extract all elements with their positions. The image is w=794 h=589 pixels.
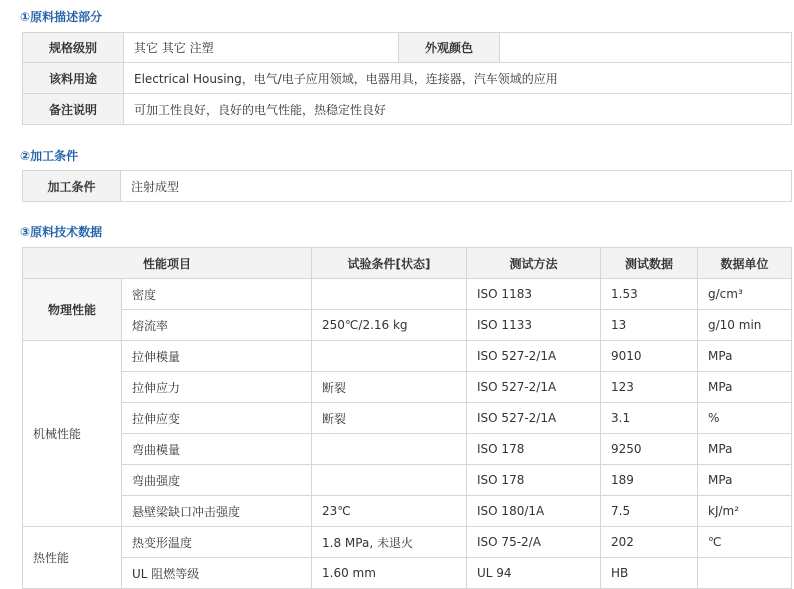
- value-cell: 1.53: [601, 279, 698, 310]
- use-row: [23, 63, 792, 94]
- condition-cell: [312, 434, 467, 465]
- note-value: 可加工性良好，良好的电气性能，热稳定性良好: [124, 94, 792, 125]
- condition-cell: 250℃/2.16 kg: [312, 310, 467, 341]
- method-cell: ISO 1183: [467, 279, 601, 310]
- unit-cell: %: [698, 403, 792, 434]
- color-label: 外观颜色: [399, 33, 500, 63]
- item-cell: 熔流率: [122, 310, 312, 341]
- processing-value: 注射成型: [121, 171, 792, 202]
- header-method: 测试方法: [467, 248, 601, 279]
- condition-cell: [312, 341, 467, 372]
- processing-table: [22, 170, 792, 202]
- use-value: Electrical Housing，电气/电子应用领域，电器用具，连接器，汽车领域的应用: [124, 63, 792, 94]
- condition-cell: 断裂: [312, 403, 467, 434]
- value-cell: 123: [601, 372, 698, 403]
- condition-cell: [312, 465, 467, 496]
- table-row: [23, 310, 792, 341]
- item-cell: 拉伸模量: [122, 341, 312, 372]
- note-label: 备注说明: [23, 94, 124, 125]
- item-cell: 热变形温度: [122, 527, 312, 558]
- section-title-tech-data: ③原料技术数据: [20, 225, 103, 239]
- value-cell: 13: [601, 310, 698, 341]
- value-cell: 7.5: [601, 496, 698, 527]
- item-cell: 密度: [122, 279, 312, 310]
- item-cell: UL 阻燃等级: [122, 558, 312, 589]
- condition-cell: [312, 279, 467, 310]
- condition-cell: 23℃: [312, 496, 467, 527]
- use-label: 该料用途: [23, 63, 124, 94]
- condition-cell: 断裂: [312, 372, 467, 403]
- spec-row: [23, 33, 792, 63]
- header-unit: 数据单位: [698, 248, 792, 279]
- tech-header-row: [23, 248, 792, 279]
- item-cell: 拉伸应力: [122, 372, 312, 403]
- value-cell: 3.1: [601, 403, 698, 434]
- table-row: [23, 279, 792, 310]
- condition-cell: 1.60 mm: [312, 558, 467, 589]
- header-property: 性能项目: [23, 248, 312, 279]
- table-row: [23, 527, 792, 558]
- value-cell: 9010: [601, 341, 698, 372]
- item-cell: 弯曲强度: [122, 465, 312, 496]
- unit-cell: [698, 558, 792, 589]
- unit-cell: MPa: [698, 465, 792, 496]
- unit-cell: kJ/m²: [698, 496, 792, 527]
- method-cell: ISO 1133: [467, 310, 601, 341]
- method-cell: ISO 75-2/A: [467, 527, 601, 558]
- spec-value: 其它 其它 注塑: [124, 33, 399, 63]
- method-cell: ISO 178: [467, 434, 601, 465]
- table-row: [23, 465, 792, 496]
- group-thermal: 热性能: [23, 527, 122, 589]
- group-physical: 物理性能: [23, 279, 122, 341]
- table-row: [23, 558, 792, 589]
- condition-cell: 1.8 MPa, 未退火: [312, 527, 467, 558]
- unit-cell: MPa: [698, 434, 792, 465]
- value-cell: 9250: [601, 434, 698, 465]
- group-mechanical: 机械性能: [23, 341, 122, 527]
- method-cell: UL 94: [467, 558, 601, 589]
- header-value: 测试数据: [601, 248, 698, 279]
- note-row: [23, 94, 792, 125]
- method-cell: ISO 178: [467, 465, 601, 496]
- section-title-description: ①原料描述部分: [20, 10, 103, 24]
- description-table: [22, 32, 792, 125]
- table-row: [23, 434, 792, 465]
- processing-label: 加工条件: [23, 171, 121, 202]
- item-cell: 拉伸应变: [122, 403, 312, 434]
- value-cell: 189: [601, 465, 698, 496]
- table-row: [23, 496, 792, 527]
- table-row: [23, 341, 792, 372]
- unit-cell: MPa: [698, 341, 792, 372]
- color-value: [500, 33, 792, 63]
- header-condition: 试验条件[状态]: [312, 248, 467, 279]
- method-cell: ISO 180/1A: [467, 496, 601, 527]
- unit-cell: g/10 min: [698, 310, 792, 341]
- method-cell: ISO 527-2/1A: [467, 372, 601, 403]
- value-cell: HB: [601, 558, 698, 589]
- tech-data-table: [22, 247, 792, 589]
- table-row: [23, 403, 792, 434]
- unit-cell: ℃: [698, 527, 792, 558]
- item-cell: 弯曲模量: [122, 434, 312, 465]
- spec-label: 规格级别: [23, 33, 124, 63]
- item-cell: 悬壁梁缺口冲击强度: [122, 496, 312, 527]
- processing-row: [23, 171, 792, 202]
- method-cell: ISO 527-2/1A: [467, 341, 601, 372]
- method-cell: ISO 527-2/1A: [467, 403, 601, 434]
- section-title-processing: ②加工条件: [20, 149, 79, 163]
- value-cell: 202: [601, 527, 698, 558]
- table-row: [23, 372, 792, 403]
- unit-cell: MPa: [698, 372, 792, 403]
- unit-cell: g/cm³: [698, 279, 792, 310]
